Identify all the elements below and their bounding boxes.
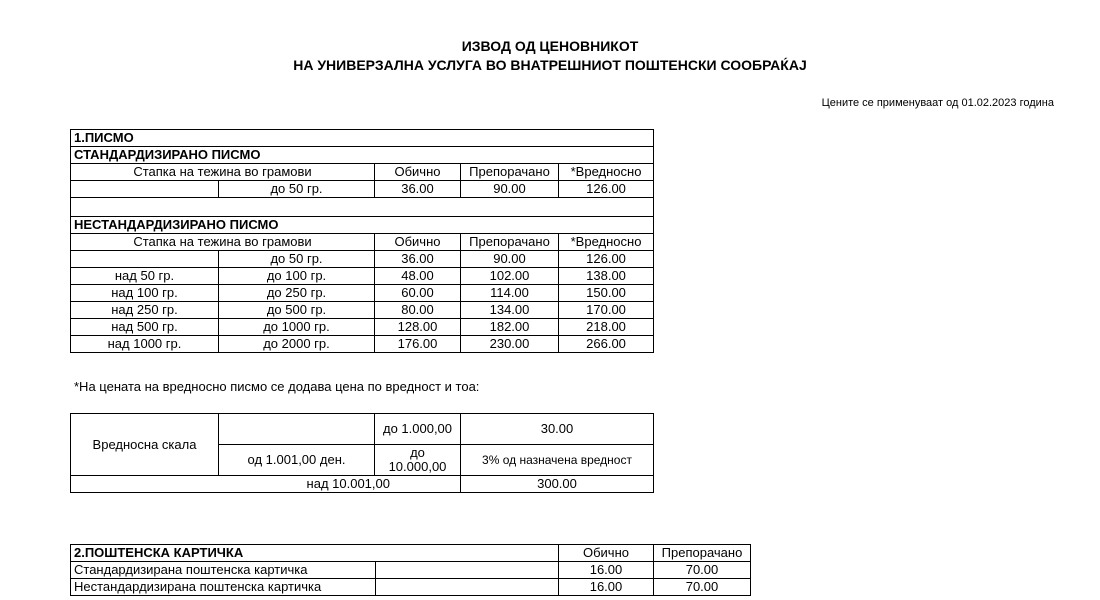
price-valuable: 266.00 (559, 336, 654, 353)
weight-from: над 1000 гр. (71, 336, 219, 353)
spacer-row (71, 198, 654, 217)
price-valuable: 138.00 (559, 268, 654, 285)
value-scale-label: Вредносна скала (71, 414, 219, 476)
price-registered: 90.00 (461, 181, 559, 198)
nonstandard-letter-title: НЕСТАНДАРДИЗИРАНО ПИСМО (71, 217, 654, 234)
weight-from: над 100 гр. (71, 285, 219, 302)
weight-to: до 2000 гр. (219, 336, 375, 353)
weight-header: Стапка на тежина во грамови (71, 164, 375, 181)
weight-to: до 50 гр. (219, 251, 375, 268)
weight-from: над 500 гр. (71, 319, 219, 336)
weight-from: над 250 гр. (71, 302, 219, 319)
price-regular: 176.00 (375, 336, 461, 353)
value-limit-2 (375, 445, 461, 476)
valuable-letter-footnote: *На цената на вредносно писмо се додава цена по вредност и тоа: (74, 379, 480, 394)
postcard-price-table (70, 544, 751, 596)
price-registered: 102.00 (461, 268, 559, 285)
price-valuable: 218.00 (559, 319, 654, 336)
table-row (71, 285, 654, 302)
table-row (71, 319, 654, 336)
price-valuable: 126.00 (559, 181, 654, 198)
empty-cell (219, 414, 375, 445)
value-from-2: од 1.001,00 ден. (219, 445, 375, 476)
price-valuable: 126.00 (559, 251, 654, 268)
table-row (71, 251, 654, 268)
value-price-3: 300.00 (461, 476, 654, 493)
price-valuable: 150.00 (559, 285, 654, 302)
price-regular: 36.00 (375, 181, 461, 198)
price-registered: 230.00 (461, 336, 559, 353)
value-limit-3: над 10.001,00 (71, 476, 461, 493)
document-title-line1: ИЗВОД ОД ЦЕНОВНИКОТ (461, 38, 639, 54)
price-regular: 80.00 (375, 302, 461, 319)
document-title-line2: НА УНИВЕРЗАЛНА УСЛУГА ВО ВНАТРЕШНИОТ ПОШТЕНСКИ СООБРАЌАЈ (293, 57, 807, 73)
price-regular: 128.00 (375, 319, 461, 336)
empty-cell (376, 562, 559, 579)
table-row (71, 181, 654, 198)
standard-letter-title: СТАНДАРДИЗИРАНО ПИСМО (71, 147, 654, 164)
weight-to: до 500 гр. (219, 302, 375, 319)
weight-to: до 50 гр. (219, 181, 375, 198)
letter-section-title: 1.ПИСМО (71, 130, 654, 147)
weight-to: до 1000 гр. (219, 319, 375, 336)
postcard-name: Стандардизирана поштенска картичка (71, 562, 376, 579)
col-regular: Обично (375, 164, 461, 181)
postcard-section-title: 2.ПОШТЕНСКА КАРТИЧКА (71, 545, 559, 562)
col-regular: Обично (375, 234, 461, 251)
col-registered: Препорачано (461, 234, 559, 251)
col-valuable: *Вредносно (559, 234, 654, 251)
letter-price-table (70, 129, 654, 353)
value-price-1: 30.00 (461, 414, 654, 445)
price-registered: 114.00 (461, 285, 559, 302)
price-regular: 60.00 (375, 285, 461, 302)
col-registered: Препорачано (654, 545, 751, 562)
col-registered: Препорачано (461, 164, 559, 181)
price-regular: 48.00 (375, 268, 461, 285)
price-registered: 90.00 (461, 251, 559, 268)
price-regular: 16.00 (559, 579, 654, 596)
weight-from: над 50 гр. (71, 268, 219, 285)
table-row (71, 336, 654, 353)
table-row (71, 562, 751, 579)
weight-to: до 250 гр. (219, 285, 375, 302)
table-row (71, 268, 654, 285)
value-limit-2-line1: до (410, 445, 425, 460)
price-regular: 16.00 (559, 562, 654, 579)
price-registered: 182.00 (461, 319, 559, 336)
value-price-2: 3% од назначена вредност (461, 445, 654, 476)
weight-to: до 100 гр. (219, 268, 375, 285)
value-limit-2-line2: 10.000,00 (388, 459, 447, 474)
price-registered: 70.00 (654, 579, 751, 596)
value-limit-1: до 1.000,00 (375, 414, 461, 445)
empty-cell (376, 579, 559, 596)
price-registered: 134.00 (461, 302, 559, 319)
price-regular: 36.00 (375, 251, 461, 268)
col-regular: Обично (559, 545, 654, 562)
validity-note: Цените се применуваат од 01.02.2023 година (821, 97, 1054, 109)
table-row (71, 302, 654, 319)
table-row (71, 579, 751, 596)
price-registered: 70.00 (654, 562, 751, 579)
col-valuable: *Вредносно (559, 164, 654, 181)
postcard-name: Нестандардизирана поштенска картичка (71, 579, 376, 596)
weight-from (71, 251, 219, 268)
weight-header: Стапка на тежина во грамови (71, 234, 375, 251)
weight-from (71, 181, 219, 198)
value-scale-table (70, 413, 654, 493)
price-valuable: 170.00 (559, 302, 654, 319)
